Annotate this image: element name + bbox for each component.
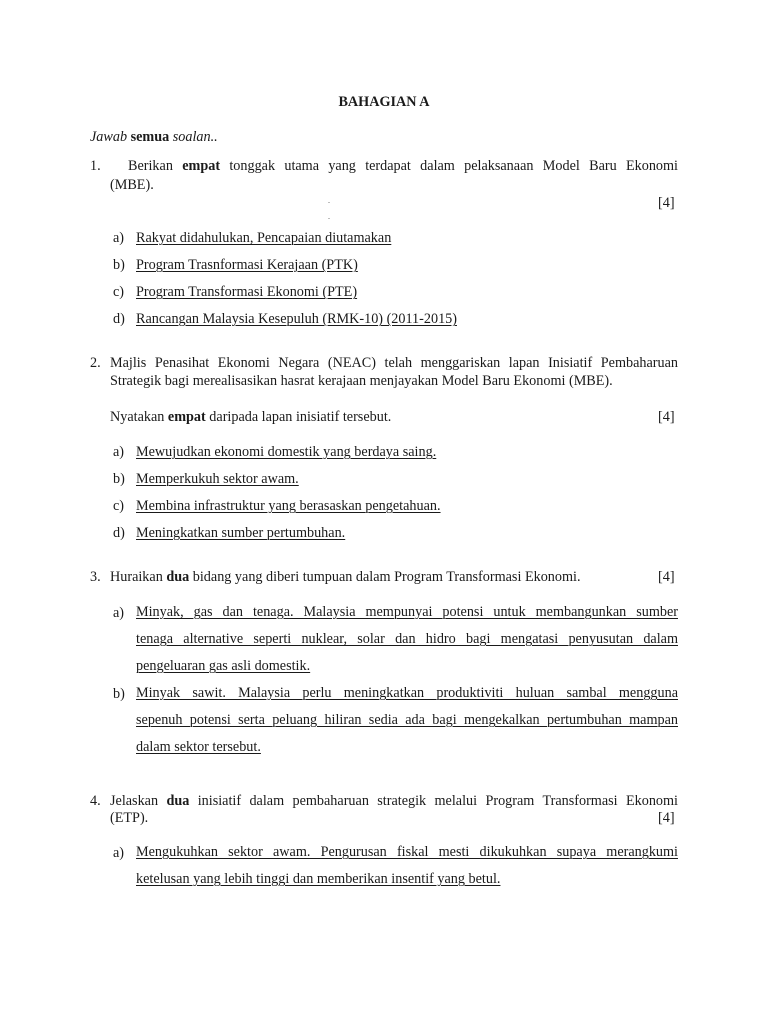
q1-answer-b: Program Trasnformasi Kerajaan (PTK) — [136, 257, 358, 273]
q2-sub-bold: empat — [167, 409, 206, 425]
q2-answer-d-letter: d) — [113, 525, 125, 541]
q2-sub-post: daripada lapan inisiatif tersebut. — [205, 409, 392, 425]
question-2-marks: [4] — [658, 409, 675, 425]
question-3-text — [110, 569, 581, 585]
question-3-marks: [4] — [658, 569, 675, 585]
instruction-post: soalan.. — [169, 129, 218, 145]
q3-answer-b-line: sepenuh potensi serta peluang hiliran sedia ada bagi mengekalkan pertumbuhan mampan — [136, 712, 678, 728]
q2-answer-c: Membina infrastruktur yang berasaskan pengetahuan. — [136, 498, 441, 514]
q1-answer-a: Rakyat didahulukan, Pencapaian diutamakan — [136, 230, 392, 246]
q2-answer-c-letter: c) — [113, 498, 125, 514]
question-2-subquestion — [110, 409, 391, 425]
q4-answer-a-letter: a) — [113, 845, 125, 861]
q3-bold: dua — [166, 569, 190, 585]
q3-post: bidang yang diberi tumpuan dalam Program Transformasi Ekonomi. — [189, 569, 581, 585]
question-1-number: 1. — [90, 158, 101, 174]
stray-dot: . — [328, 212, 330, 221]
q3-answer-a-line: Minyak, gas dan tenaga. Malaysia mempunyai potensi untuk membangunkan sumber — [136, 604, 678, 620]
q2-answer-a-letter: a) — [113, 444, 125, 460]
q3-answer-b — [136, 680, 678, 761]
instruction-pre: Jawab — [90, 129, 131, 145]
q1-answer-b-letter: b) — [113, 257, 125, 273]
q4-answer-a-line: Mengukuhkan sektor awam. Pengurusan fiskal mesti dikukuhkan supaya merangkumi — [136, 844, 678, 860]
q2-answer-a: Mewujudkan ekonomi domestik yang berdaya saing. — [136, 444, 437, 460]
q2-sub-pre: Nyatakan — [110, 409, 168, 425]
q1-answer-c-letter: c) — [113, 284, 125, 300]
q4-pre: Jelaskan — [110, 793, 167, 809]
instruction — [90, 129, 218, 145]
q1-answer-a-letter: a) — [113, 230, 125, 246]
question-1-marks: [4] — [658, 195, 675, 211]
question-3-number: 3. — [90, 569, 101, 585]
question-2-number: 2. — [90, 355, 101, 371]
question-2-text-line1: Majlis Penasihat Ekonomi Negara (NEAC) telah menggariskan lapan Inisiatif Pembaharuan — [110, 355, 678, 371]
q4-post: inisiatif dalam pembaharuan strategik melalui Program Transformasi Ekonomi — [189, 793, 678, 809]
question-4-text — [110, 793, 678, 809]
q4-bold: dua — [166, 793, 190, 809]
q1-answer-d-letter: d) — [113, 311, 125, 327]
q2-answer-b: Memperkukuh sektor awam. — [136, 471, 299, 487]
q3-answer-b-line: Minyak sawit. Malaysia perlu meningkatkan produktiviti huluan sambal mengguna — [136, 685, 678, 701]
q3-answer-a-line: pengeluaran gas asli domestik. — [136, 658, 311, 674]
q3-answer-b-letter: b) — [113, 686, 125, 702]
q1-post: tonggak utama yang terdapat dalam pelaksanaan Model Baru Ekonomi — [220, 158, 678, 174]
q3-answer-a — [136, 599, 678, 680]
q1-answer-d: Rancangan Malaysia Kesepuluh (RMK-10) (2011-2015) — [136, 311, 457, 327]
question-1-text-line2: (MBE). — [110, 177, 154, 193]
question-4-number: 4. — [90, 793, 101, 809]
question-1-text — [128, 158, 678, 174]
q1-answer-c: Program Transformasi Ekonomi (PTE) — [136, 284, 358, 300]
q4-answer-a — [136, 839, 678, 893]
q3-pre: Huraikan — [110, 569, 167, 585]
q2-answer-d: Meningkatkan sumber pertumbuhan. — [136, 525, 346, 541]
q4-answer-a-line: ketelusan yang lebih tinggi dan memberikan insentif yang betul. — [136, 871, 501, 887]
instruction-bold: semua — [130, 129, 170, 145]
question-2-text-line2: Strategik bagi merealisasikan hasrat kerajaan menjayakan Model Baru Ekonomi (MBE). — [110, 373, 613, 389]
question-4-text-line2: (ETP). — [110, 810, 149, 826]
section-title: BAHAGIAN A — [338, 94, 430, 110]
question-4-marks: [4] — [658, 810, 675, 826]
q1-pre: Berikan — [128, 158, 183, 174]
q3-answer-a-letter: a) — [113, 605, 125, 621]
stray-dot: . — [328, 196, 330, 205]
q3-answer-b-line: dalam sektor tersebut. — [136, 739, 261, 755]
q1-bold: empat — [182, 158, 221, 174]
q3-answer-a-line: tenaga alternative seperti nuklear, solar dan hidro bagi mengatasi penyusutan dalam — [136, 631, 678, 647]
q2-answer-b-letter: b) — [113, 471, 125, 487]
